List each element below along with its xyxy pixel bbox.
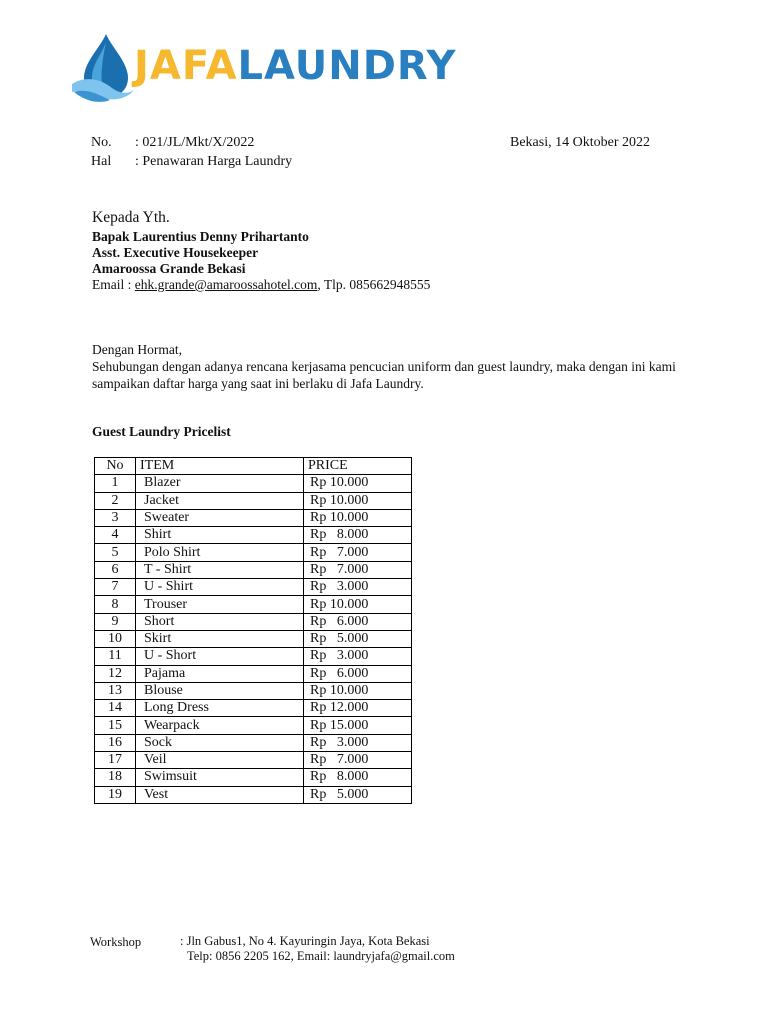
row-price: Rp 15.000 [304, 717, 412, 734]
row-price: Rp 8.000 [304, 527, 412, 544]
row-item: Pajama [136, 665, 304, 682]
row-price: Rp 10.000 [304, 492, 412, 509]
row-no: 5 [95, 544, 136, 561]
pricelist-title: Guest Laundry Pricelist [92, 424, 231, 439]
table-row [95, 596, 412, 613]
row-price: Rp 6.000 [304, 613, 412, 630]
row-no: 1 [95, 475, 136, 492]
row-no: 16 [95, 734, 136, 751]
row-no: 8 [95, 596, 136, 613]
table-row [95, 769, 412, 786]
pricelist-table [94, 457, 412, 804]
row-no: 13 [95, 682, 136, 699]
row-no: 12 [95, 665, 136, 682]
row-no: 19 [95, 786, 136, 803]
row-item: Veil [136, 752, 304, 769]
row-no: 15 [95, 717, 136, 734]
row-item: Blazer [136, 475, 304, 492]
table-row [95, 734, 412, 751]
row-item: Shirt [136, 527, 304, 544]
table-row [95, 509, 412, 526]
row-item: Vest [136, 786, 304, 803]
pricelist-body [95, 475, 412, 804]
footer-contact: Telp: 0856 2205 162, Email: laundryjafa@gmail.com [187, 949, 455, 963]
row-price: Rp 5.000 [304, 786, 412, 803]
table-row [95, 648, 412, 665]
row-no: 9 [95, 613, 136, 630]
recipient-phone: , Tlp. 085662948555 [317, 277, 431, 292]
row-price: Rp 7.000 [304, 544, 412, 561]
table-header-row [95, 458, 412, 475]
row-price: Rp 10.000 [304, 596, 412, 613]
recipient-email-link[interactable]: ehk.grande@amaroossahotel.com [134, 277, 318, 292]
row-no: 6 [95, 561, 136, 578]
row-no: 18 [95, 769, 136, 786]
header-no: No [95, 458, 136, 475]
row-item: Wearpack [136, 717, 304, 734]
row-no: 3 [95, 509, 136, 526]
row-price: Rp 10.000 [304, 682, 412, 699]
logo-text-jafa: JAFA [134, 43, 238, 89]
body-salutation: Dengan Hormat, [92, 342, 182, 357]
row-item: U - Short [136, 648, 304, 665]
row-price: Rp 3.000 [304, 734, 412, 751]
body-paragraph-line-1: Sehubungan dengan adanya rencana kerjasama pencucian uniform dan guest laundry, maka dengan ini kami [92, 359, 676, 374]
table-row [95, 717, 412, 734]
row-item: Blouse [136, 682, 304, 699]
jafa-laundry-logo [70, 32, 457, 104]
row-item: Long Dress [136, 700, 304, 717]
table-row [95, 752, 412, 769]
recipient-position: Asst. Executive Housekeeper [92, 245, 259, 260]
table-row [95, 475, 412, 492]
row-no: 7 [95, 579, 136, 596]
letter-number-label: No. [91, 135, 112, 150]
row-item: U - Shirt [136, 579, 304, 596]
row-price: Rp 10.000 [304, 475, 412, 492]
table-row [95, 561, 412, 578]
row-price: Rp 6.000 [304, 665, 412, 682]
row-item: T - Shirt [136, 561, 304, 578]
footer-label: Workshop [90, 935, 142, 949]
row-price: Rp 3.000 [304, 579, 412, 596]
row-no: 11 [95, 648, 136, 665]
header-item: ITEM [136, 458, 304, 475]
recipient-contact-line [92, 277, 430, 293]
table-row [95, 492, 412, 509]
row-price: Rp 10.000 [304, 509, 412, 526]
table-row [95, 786, 412, 803]
row-price: Rp 12.000 [304, 700, 412, 717]
table-row [95, 544, 412, 561]
recipient-greeting: Kepada Yth. [92, 209, 170, 226]
table-row [95, 613, 412, 630]
row-price: Rp 7.000 [304, 752, 412, 769]
row-no: 14 [95, 700, 136, 717]
logo-wordmark [134, 43, 457, 89]
row-item: Skirt [136, 630, 304, 647]
row-no: 2 [95, 492, 136, 509]
footer-address: : Jln Gabus1, No 4. Kayuringin Jaya, Kota Bekasi [180, 934, 430, 948]
body-paragraph-line-2: sampaikan daftar harga yang saat ini berlaku di Jafa Laundry. [92, 376, 424, 391]
letter-place-date: Bekasi, 14 Oktober 2022 [510, 135, 650, 150]
row-price: Rp 5.000 [304, 630, 412, 647]
row-item: Trouser [136, 596, 304, 613]
row-item: Short [136, 613, 304, 630]
row-item: Sweater [136, 509, 304, 526]
logo-text-laundry: LAUNDRY [237, 43, 457, 89]
letter-number-value: : 021/JL/Mkt/X/2022 [135, 135, 255, 150]
letter-subject-value: : Penawaran Harga Laundry [135, 154, 293, 169]
recipient-name: Bapak Laurentius Denny Prihartanto [92, 229, 309, 244]
row-price: Rp 7.000 [304, 561, 412, 578]
recipient-company: Amaroossa Grande Bekasi [92, 261, 246, 276]
letter-subject-label: Hal [91, 154, 112, 169]
table-row [95, 630, 412, 647]
recipient-email-prefix: Email : [92, 277, 135, 292]
row-price: Rp 8.000 [304, 769, 412, 786]
row-price: Rp 3.000 [304, 648, 412, 665]
row-no: 10 [95, 630, 136, 647]
row-item: Sock [136, 734, 304, 751]
table-row [95, 527, 412, 544]
water-drop-icon [70, 32, 134, 104]
table-row [95, 700, 412, 717]
row-item: Jacket [136, 492, 304, 509]
table-row [95, 665, 412, 682]
table-row [95, 579, 412, 596]
row-item: Swimsuit [136, 769, 304, 786]
table-row [95, 682, 412, 699]
row-no: 4 [95, 527, 136, 544]
header-price: PRICE [304, 458, 412, 475]
row-no: 17 [95, 752, 136, 769]
row-item: Polo Shirt [136, 544, 304, 561]
